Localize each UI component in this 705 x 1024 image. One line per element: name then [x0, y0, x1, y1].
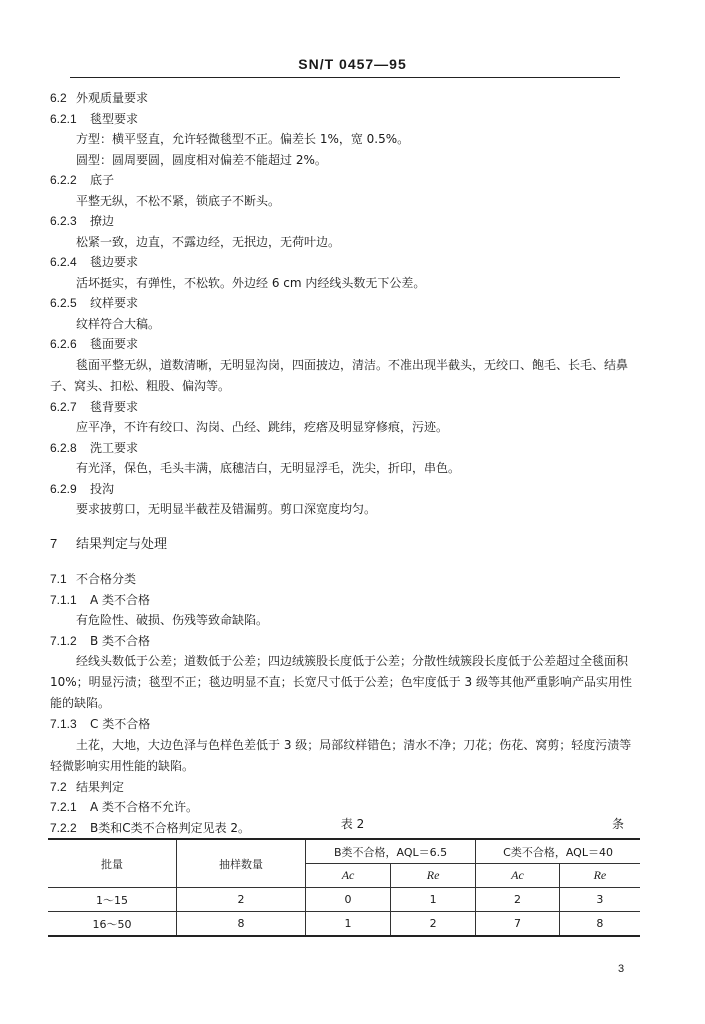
- section-title: 底子: [90, 173, 115, 187]
- body-text: 毯面平整无纵，道数清晰，无明显沟岗，四面披边，清洁。不准出现半截头，无绞口、飽毛、长毛、结鼻子、窝头、扣松、粗股、偏沟等。: [50, 357, 629, 393]
- section-heading: [50, 569, 640, 590]
- table-row: [48, 888, 640, 912]
- body-text: 活坏挺实，有弹性，不松软。外边经 6 cm 内经线头数无下公差。: [76, 275, 426, 290]
- section-title: 洗工要求: [90, 440, 139, 455]
- section-heading: [50, 293, 640, 314]
- section-heading: [50, 631, 640, 652]
- section-title: 毯型要求: [90, 111, 139, 126]
- section-title: 撩边: [90, 214, 115, 228]
- body-text: 圆型：圆周要圆，圆度相对偏差不能超过 2%。: [76, 152, 327, 167]
- header-c-ac: Ac: [476, 864, 560, 888]
- table-header-row: [48, 839, 640, 864]
- section-heading: [50, 88, 640, 109]
- section-number: 7.1.3: [50, 717, 77, 731]
- section-title: 不合格分类: [76, 572, 137, 586]
- body-text: 经线头数低于公差；道数低于公差；四边绒簇股长度低于公差；分散性绒簇段长度低于公差超过全毯面积 10%；明显污渍；毯型不正；毯边明显不直；长宽尺寸低于公差；色牢度低于 3 级等其他严重影响产品实用性能的缺陷。: [50, 654, 632, 710]
- section-number: 7.2.1: [50, 800, 77, 814]
- section-heading: [50, 211, 640, 232]
- table-row: [48, 912, 640, 937]
- body-text: 松紧一致，边直，不露边经，无抿边，无荷叶边。: [76, 234, 341, 249]
- section-number: 6.2.7: [50, 399, 77, 414]
- chapter-heading: [50, 534, 640, 556]
- section-number: 6.2.3: [50, 214, 77, 228]
- cell-batch: 1～15: [48, 888, 177, 912]
- header-c-re: Re: [559, 864, 640, 888]
- body-text: 应平净，不许有绞口、沟岗、凸经、跳纬，疙瘩及明显穿修痕，污迹。: [76, 420, 449, 434]
- header-batch: 批量: [48, 839, 177, 888]
- cell-b-re: 1: [391, 888, 476, 912]
- section-number: 7: [50, 535, 58, 551]
- section-number: 7.2.2: [50, 820, 77, 835]
- document-body: [50, 88, 640, 838]
- section-heading: [50, 170, 640, 191]
- section-number: 6.2.1: [50, 111, 77, 126]
- section-heading: [50, 714, 640, 735]
- document-code: SN/T 0457—95: [298, 56, 407, 72]
- section-title: B类和C类不合格判定见表 2。: [90, 820, 251, 835]
- section-heading: [50, 334, 640, 355]
- section-heading: [50, 479, 640, 500]
- cell-b-ac: 1: [306, 912, 391, 937]
- section-number: 6.2.9: [50, 481, 77, 496]
- section-title: B 类不合格: [90, 633, 151, 648]
- header-sample: 抽样数量: [177, 839, 306, 888]
- section-heading: [50, 590, 640, 611]
- header-b-ac: Ac: [306, 864, 391, 888]
- cell-sample: 2: [177, 888, 306, 912]
- section-number: 6.2.6: [50, 337, 77, 351]
- section-title: A 类不合格不允许。: [90, 800, 199, 814]
- cell-c-ac: 7: [476, 912, 560, 937]
- body-text: 方型：横平竖直，允许轻微毯型不正。偏差长 1%，宽 0.5%。: [76, 132, 410, 146]
- header-group-b: B类不合格，AQL＝6.5: [306, 839, 476, 864]
- cell-c-re: 8: [559, 912, 640, 937]
- sampling-table: [48, 838, 640, 937]
- table-caption: 表 2: [340, 817, 365, 831]
- section-heading: [50, 397, 640, 418]
- cell-batch: 16～50: [48, 912, 177, 937]
- page-number: 3: [618, 963, 625, 975]
- header-group-c: C类不合格，AQL＝40: [476, 839, 640, 864]
- section-heading: [50, 252, 640, 273]
- cell-c-re: 3: [559, 888, 640, 912]
- section-number: 6.2.5: [50, 296, 77, 310]
- section-title: 结果判定与处理: [76, 536, 168, 552]
- section-number: 6.2.2: [50, 173, 77, 187]
- section-number: 7.2: [50, 779, 67, 794]
- section-title: 结果判定: [76, 779, 125, 794]
- cell-b-ac: 0: [306, 888, 391, 912]
- section-heading: [50, 109, 640, 130]
- body-text: 土花，大地，大边色泽与色样色差低于 3 级；局部纹样错色；清水不净；刀花；伤花、窝剪；轻度污渍等轻微影响实用性能的缺陷。: [50, 737, 632, 773]
- section-title: 外观质量要求: [76, 91, 149, 105]
- section-heading: [50, 438, 640, 459]
- body-text: 有光泽，保色，毛头丰满，底穗洁白，无明显浮毛，洗尖，折印，串色。: [76, 461, 461, 475]
- body-text: 要求披剪口，无明显半截茬及错漏剪。剪口深宽度均匀。: [76, 502, 377, 516]
- body-text: 纹样符合大稿。: [76, 316, 161, 331]
- section-number: 6.2: [50, 91, 67, 105]
- cell-sample: 8: [177, 912, 306, 937]
- cell-c-ac: 2: [476, 888, 560, 912]
- body-text: 平整无纵，不松不紧，锁底子不断头。: [76, 193, 281, 208]
- section-title: 纹样要求: [90, 296, 139, 310]
- section-number: 7.1: [50, 572, 67, 586]
- section-number: 7.1.1: [50, 592, 77, 607]
- section-title: 毯背要求: [90, 399, 139, 414]
- section-number: 7.1.2: [50, 633, 77, 648]
- cell-b-re: 2: [391, 912, 476, 937]
- section-title: 投沟: [90, 481, 115, 496]
- section-number: 6.2.4: [50, 255, 77, 269]
- section-number: 6.2.8: [50, 440, 77, 455]
- section-title: C 类不合格: [90, 717, 151, 731]
- header-b-re: Re: [391, 864, 476, 888]
- header-rule: [70, 77, 620, 78]
- section-title: A 类不合格: [90, 592, 151, 607]
- table-unit: 条: [612, 817, 625, 831]
- section-title: 毯边要求: [90, 255, 139, 269]
- section-title: 毯面要求: [90, 337, 139, 351]
- section-heading: [50, 777, 640, 798]
- body-text: 有危险性、破损、伤残等致命缺陷。: [76, 613, 269, 627]
